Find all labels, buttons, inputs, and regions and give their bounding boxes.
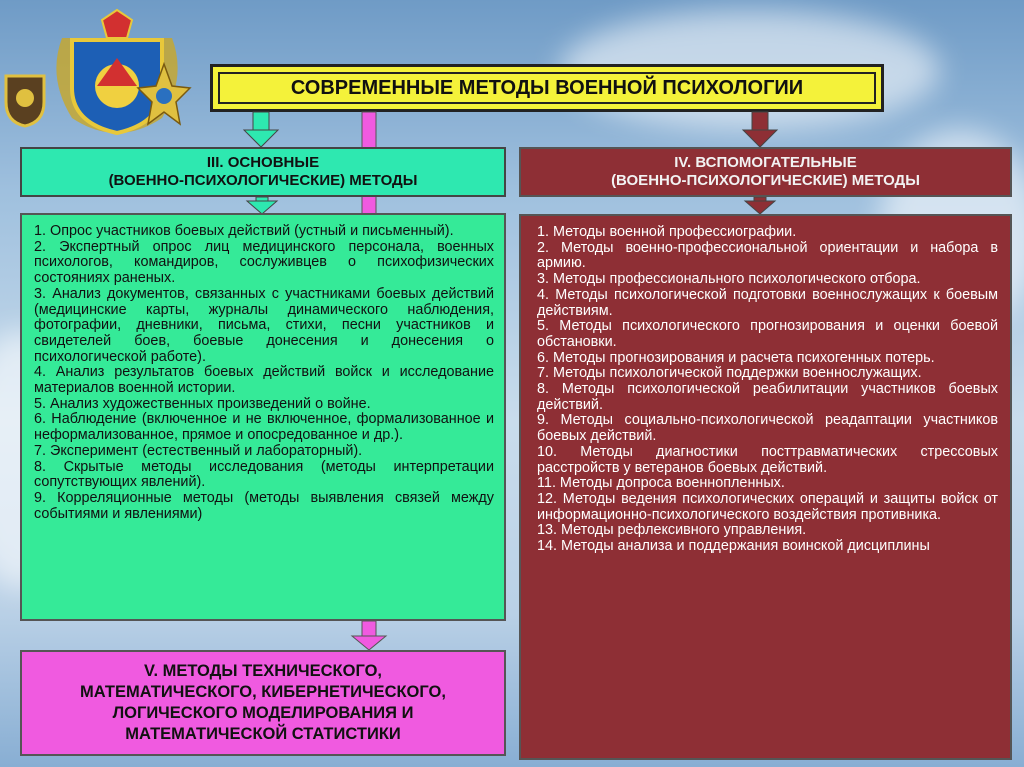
- section-iii-list: [20, 213, 506, 621]
- list-item: 3. Методы профессионального психологического отбора.: [537, 271, 921, 288]
- list-item: 5. Методы психологического прогнозирования и оценки боевой обстановки.: [537, 318, 998, 350]
- list-item: 9. Корреляционные методы (методы выявления связей между событиями и явлениями): [34, 489, 494, 522]
- section-iv-header: [519, 147, 1012, 197]
- list-item: 5. Анализ художественных произведений о войне.: [34, 395, 371, 412]
- list-item: 4. Анализ результатов боевых действий войск и исследование материалов военной истории.: [34, 364, 494, 397]
- list-item: 13. Методы рефлексивного управления.: [537, 522, 807, 539]
- list-item: 3. Анализ документов, связанных с участниками боевых действий (медицинские карты, журналы динамического наблюдения, фотографии, дневники, письма, стихи, песни участников и свидетелей боев, боевые донесения и донесения о психологической работе).: [34, 285, 494, 365]
- section-v-box: [20, 650, 506, 756]
- section-v-line: МАТЕМАТИЧЕСКОГО, КИБЕРНЕТИЧЕСКОГО,: [80, 683, 446, 701]
- list-item: 2. Методы военно-профессиональной ориентации и набора в армию.: [537, 239, 998, 272]
- list-item: 6. Наблюдение (включенное и не включенное, формализованное и неформализованное, прямое и опосредованное и др.).: [34, 411, 494, 444]
- list-item: 4. Методы психологической подготовки военнослужащих к боевым действиям.: [537, 286, 998, 319]
- section-iii-subtitle: (ВОЕННО-ПСИХОЛОГИЧЕСКИЕ) МЕТОДЫ: [108, 172, 418, 189]
- list-item: 9. Методы социально-психологической реадаптации участников боевых действий.: [537, 412, 998, 445]
- list-item: 1. Опрос участников боевых действий (устный и письменный).: [34, 223, 454, 239]
- list-item: 8. Скрытые методы исследования (методы интерпретации сопутствующих явлений).: [34, 458, 494, 491]
- list-item: 7. Эксперимент (естественный и лабораторный).: [34, 442, 363, 459]
- section-iii-header: [20, 147, 506, 197]
- section-iv-list: [519, 214, 1012, 760]
- section-v-line: ЛОГИЧЕСКОГО МОДЕЛИРОВАНИЯ И: [112, 704, 414, 722]
- list-item: 8. Методы психологической реабилитации участников боевых действий.: [537, 381, 998, 413]
- section-v-line: V. МЕТОДЫ ТЕХНИЧЕСКОГО,: [143, 662, 383, 680]
- list-item: 6. Методы прогнозирования и расчета психогенных потерь.: [537, 349, 935, 366]
- arrow-to-section-iv: [743, 112, 777, 147]
- list-item: 14. Методы анализа и поддержания воинской дисциплины: [537, 538, 930, 555]
- list-item: 2. Экспертный опрос лиц медицинского персонала, военных психологов, командиров, сослуживцев о психофизических состояниях раненых.: [34, 238, 494, 287]
- section-v-line: МАТЕМАТИЧЕСКОЙ СТАТИСТИКИ: [125, 725, 401, 743]
- section-iv-subtitle: (ВОЕННО-ПСИХОЛОГИЧЕСКИЕ) МЕТОДЫ: [611, 172, 920, 189]
- section-iv-title: IV. ВСПОМОГАТЕЛЬНЫЕ: [674, 154, 857, 171]
- arrow-to-list-iv: [745, 197, 775, 214]
- list-item: 1. Методы военной профессиографии.: [537, 224, 797, 240]
- arrow-to-list-iii: [247, 197, 277, 214]
- list-item: 11. Методы допроса военнопленных.: [537, 475, 785, 492]
- list-item: 7. Методы психологической поддержки военнослужащих.: [537, 365, 922, 382]
- page-title: СОВРЕМЕННЫЕ МЕТОДЫ ВОЕННОЙ ПСИХОЛОГИИ: [218, 72, 876, 104]
- list-item: 12. Методы ведения психологических операций и защиты войск от информационно-психологического воздействия противника.: [537, 490, 998, 523]
- section-iii-title: III. ОСНОВНЫЕ: [206, 154, 320, 171]
- arrow-to-section-iii: [244, 112, 278, 147]
- list-item: 10. Методы диагностики посттравматических стрессовых расстройств у ветеранов боевых действий.: [537, 443, 998, 476]
